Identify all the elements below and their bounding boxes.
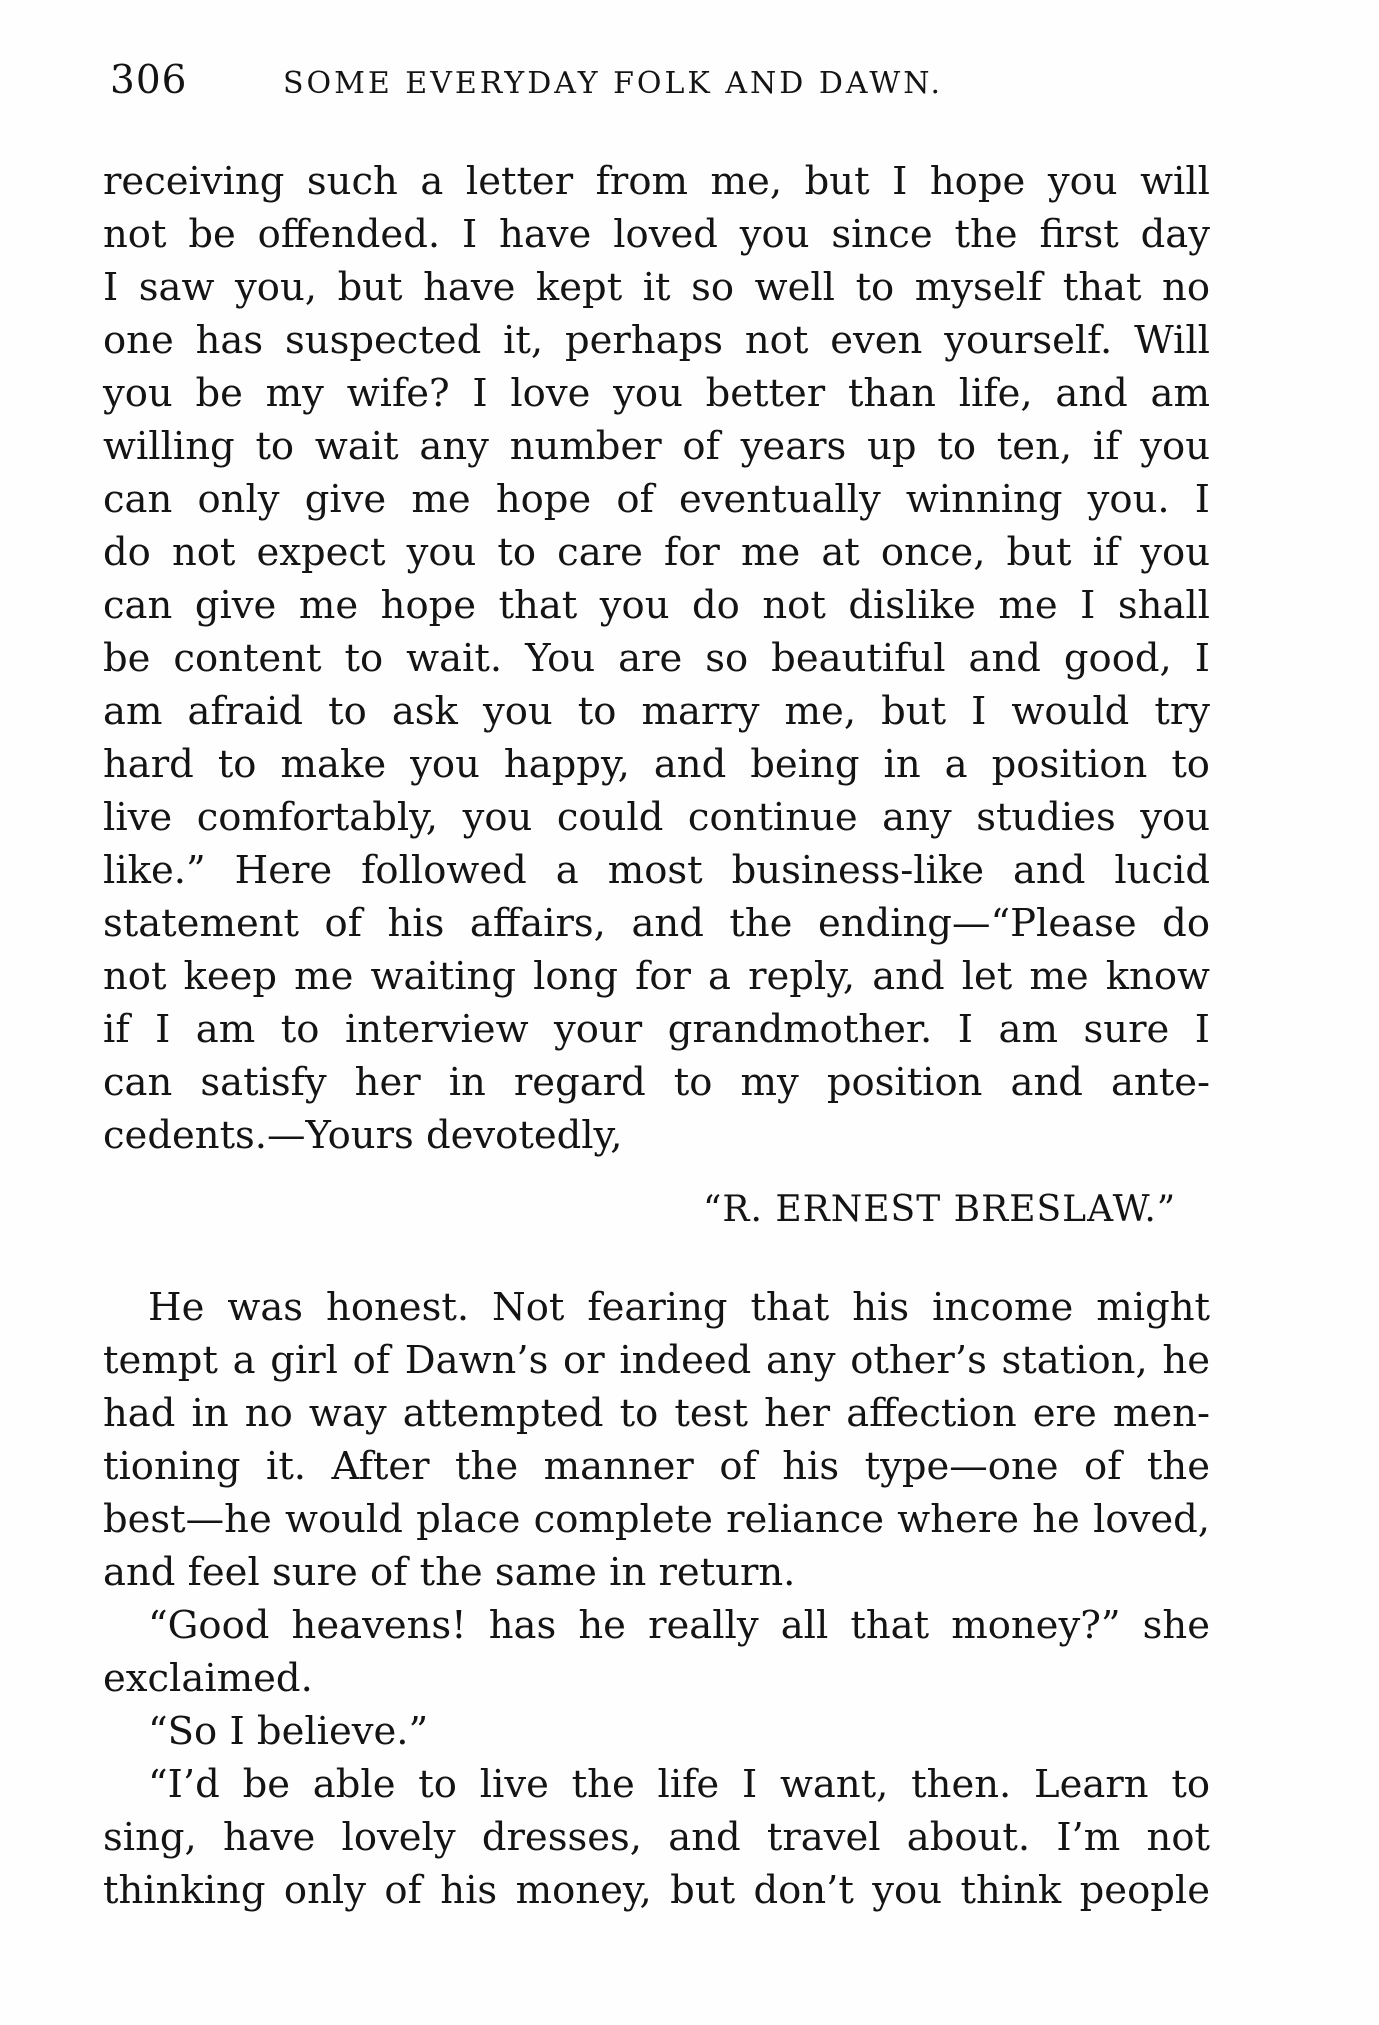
text-line: hard to make you happy, and being in a position to: [103, 742, 1210, 787]
text-line: thinking only of his money, but don’t you think people: [103, 1868, 1210, 1913]
text-line: one has suspected it, perhaps not even yourself. Will: [103, 318, 1210, 363]
text-line: can satisfy her in regard to my position and ante-: [103, 1060, 1210, 1105]
text-line: you be my wife? I love you better than life, and am: [103, 371, 1210, 416]
text-line: am afraid to ask you to marry me, but I would try: [103, 689, 1210, 734]
text-line: can only give me hope of eventually winning you. I: [103, 477, 1210, 522]
page-number: 306: [110, 58, 188, 103]
text-line: live comfortably, you could continue any studies you: [103, 795, 1210, 840]
text-line: tioning it. After the manner of his type—one of the: [103, 1444, 1210, 1489]
text-line: “I’d be able to live the life I want, then. Learn to: [148, 1762, 1210, 1807]
text-line: I saw you, but have kept it so well to myself that no: [103, 265, 1210, 310]
text-line: tempt a girl of Dawn’s or indeed any other’s station, he: [103, 1338, 1210, 1383]
text-line: like.” Here followed a most business-like and lucid: [103, 848, 1210, 893]
text-line: best—he would place complete reliance where he loved,: [103, 1497, 1210, 1542]
running-title: SOME EVERYDAY FOLK AND DAWN.: [283, 66, 944, 101]
text-line: had in no way attempted to test her affection ere men-: [103, 1391, 1210, 1436]
text-line: exclaimed.: [103, 1656, 313, 1701]
text-line: willing to wait any number of years up to ten, if you: [103, 424, 1210, 469]
text-line: He was honest. Not fearing that his income might: [148, 1285, 1210, 1330]
text-line: “Good heavens! has he really all that money?” she: [148, 1603, 1210, 1648]
text-line: not keep me waiting long for a reply, and let me know: [103, 954, 1210, 999]
text-line: do not expect you to care for me at once, but if you: [103, 530, 1210, 575]
text-line: not be offended. I have loved you since the first day: [103, 212, 1210, 257]
text-line: “So I believe.”: [148, 1709, 429, 1754]
letter-signature: “R. ERNEST BRESLAW.”: [703, 1189, 1177, 1230]
text-line: can give me hope that you do not dislike me I shall: [103, 583, 1210, 628]
text-line: sing, have lovely dresses, and travel about. I’m not: [103, 1815, 1210, 1860]
text-line: if I am to interview your grandmother. I am sure I: [103, 1007, 1210, 1052]
text-line: cedents.—Yours devotedly,: [103, 1113, 623, 1158]
text-line: be content to wait. You are so beautiful and good, I: [103, 636, 1210, 681]
running-head: [110, 58, 1210, 108]
text-line: and feel sure of the same in return.: [103, 1550, 796, 1595]
text-line: receiving such a letter from me, but I hope you will: [103, 159, 1210, 204]
text-line: statement of his affairs, and the ending—“Please do: [103, 901, 1210, 946]
